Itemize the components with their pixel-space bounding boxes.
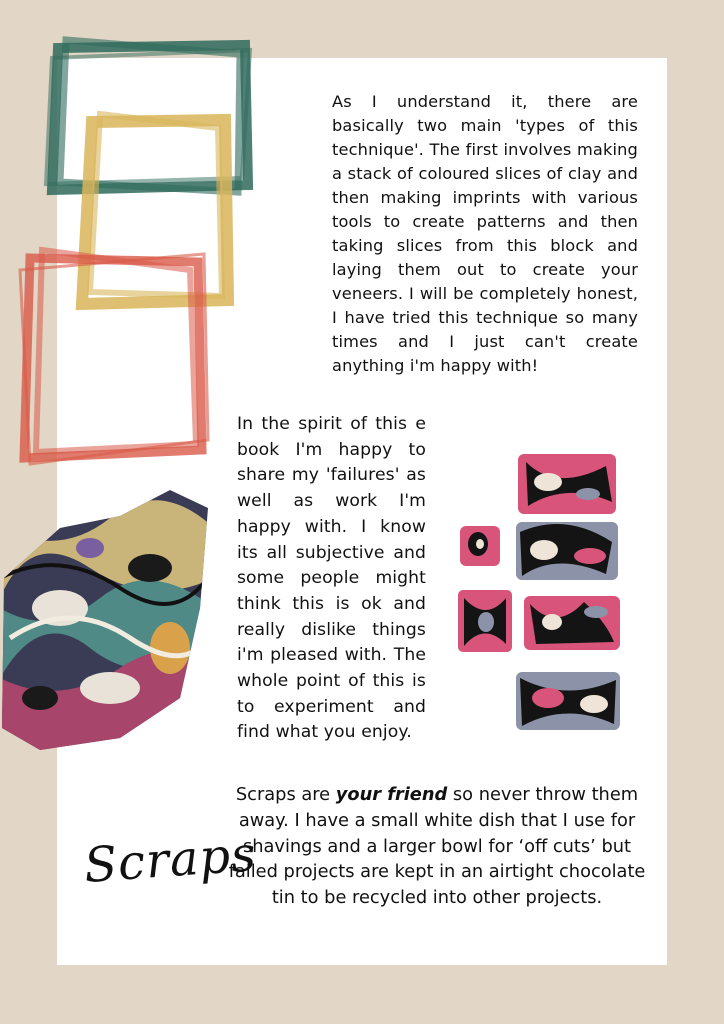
intro-paragraph: As I understand it, there are basically two main 'types of this technique'. The first involves making a stack of coloured slices of clay and then making imprints with various tools to create patterns and then taking slices from this block and laying them out to create your veneers. I will be completely honest, I have tried this technique so many times and I just can't create anything i'm happy with! [332,92,638,375]
scraps-emphasis: your friend [335,784,448,805]
clay-tile [516,672,620,730]
scraps-text-end: so never throw them away. I have a small white dish that I use for shavings and a larger bowl for ‘off cuts’ but failed projects are kept in an airtight chocolate tin to be recycled into other projects. [228,784,646,909]
clay-tile [458,590,512,652]
clay-tile [460,526,500,566]
clay-tile [518,454,616,514]
failures-paragraph: In the spirit of this e book I'm happy to share my 'failures' as well as work I'm happy with. I know its all subjective and some people might think this is ok and really dislike things i'm pleased with. The whole point of this is to experiment and find what you enjoy. [237,414,426,743]
clay-tile [516,522,618,580]
scraps-text-start: Scraps are [235,784,336,805]
clay-tile [524,596,620,650]
pink-black-clay-tiles [456,452,624,734]
section-title-scraps: Scraps [82,826,259,894]
marbled-clay-veneer-swatch [0,488,214,750]
scraps-paragraph [222,782,652,911]
